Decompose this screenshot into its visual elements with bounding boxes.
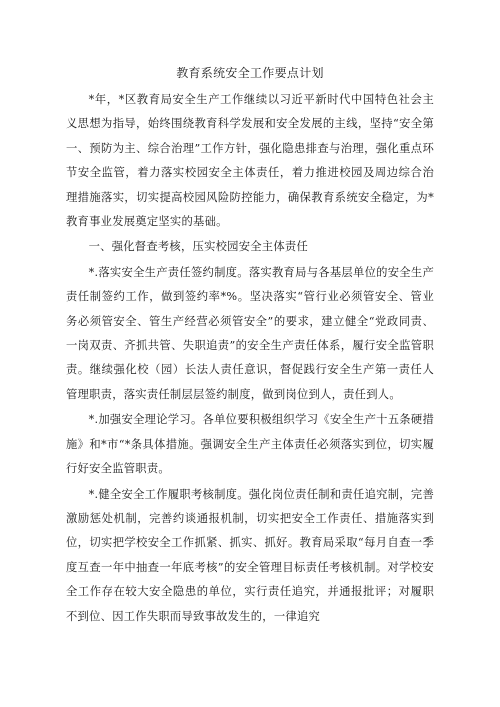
document-title: 教育系统安全工作要点计划: [176, 66, 324, 80]
item-paragraph-1: *.落实安全生产责任签约制度。落实教育局与各基层单位的安全生产责任制签约工作，做到签约率*%。坚决落实“管行业必须管安全、管业务必须管安全、管生产经营必须管安全”的要求，建立健全“党政同责、一岗双责、齐抓共管、失职追责”的安全生产责任体系，履行安全监管职责。继续强化校（园）长法人责任意识，督促践行安全生产第一责任人管理职责，落实责任制层层签约制度，做到岗位到人，责任到人。: [66, 265, 434, 401]
section-heading: 一、强化督查考核，压实校园安全主体责任: [88, 240, 308, 254]
item-paragraph-2: *.加强安全理论学习。各单位要积极组织学习《安全生产十五条硬措施》和*市“*条具体措施。强调安全生产主体责任必须落实到位，切实履行好安全监管职责。: [66, 413, 434, 476]
item-paragraph-3: *.健全安全工作履职考核制度。强化岗位责任制和责任追究制，完善激励惩处机制，完善约谈通报机制，切实把安全工作责任、措施落实到位，切实把学校安全工作抓紧、抓实、抓好。教育局采取“每月自查一季度互查一年中抽查一年底考核”的安全管理目标责任考核机制。对学校安全工作存在较大安全隐患的单位，实行责任追究，并通报批评；对履职不到位、因工作失职而导致事故发生的，一律追究: [66, 487, 434, 623]
intro-paragraph: *年，*区教育局安全生产工作继续以习近平新时代中国特色社会主义思想为指导，始终围绕教育科学发展和安全发展的主线，坚持“安全第一、预防为主、综合治理”工作方针，强化隐患排查与治理，强化重点环节安全监管，着力落实校园安全主体责任，着力推进校园及周边综合治理措施落实，切实提高校园风险防控能力，确保教育系统安全稳定，为*教育事业发展奠定坚实的基础。: [66, 93, 434, 229]
